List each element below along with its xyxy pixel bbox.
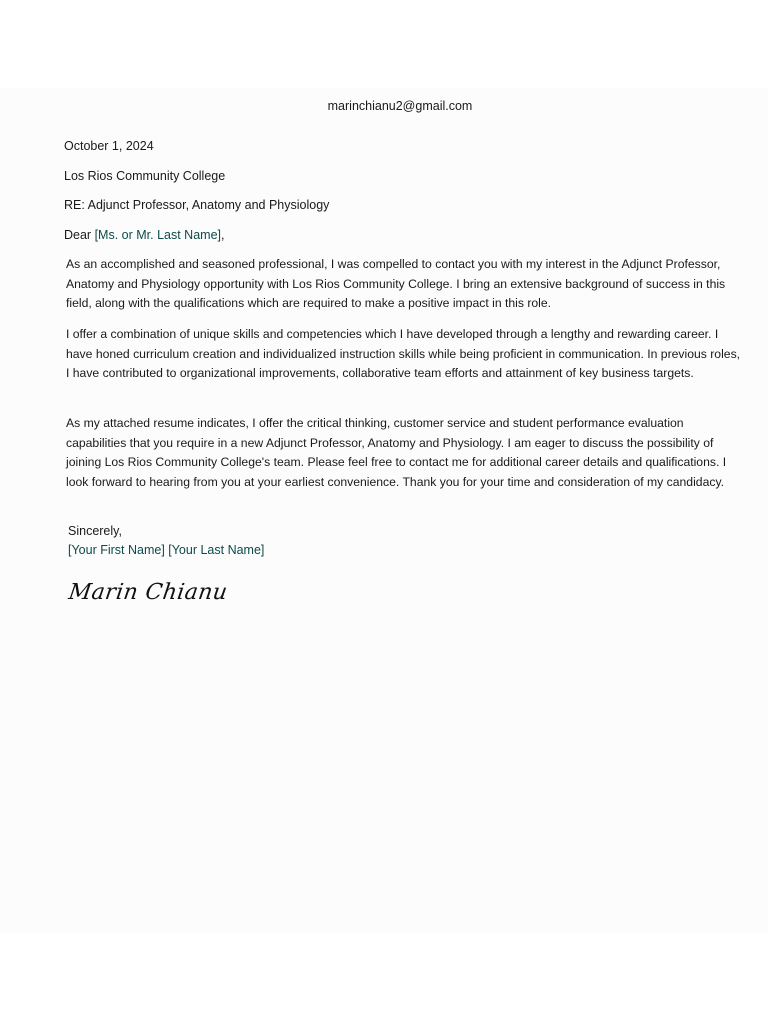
recipient-name: Los Rios Community College	[64, 169, 226, 183]
body-paragraph-2: I offer a combination of unique skills and competencies which I have developed through a lengthy and rewarding career. I have honed curriculum creation and individualized instruction skills while being proficient in communication. In previous roles, I have contributed to organizational improvements, collaborative team efforts and attainment of key business targets.	[66, 327, 741, 381]
letter-page	[0, 88, 768, 934]
salutation	[64, 226, 224, 244]
name-placeholder: [Your First Name] [Your Last Name]	[68, 543, 265, 557]
body-paragraph-3: As my attached resume indicates, I offer the critical thinking, customer service and student performance evaluation capabilities that you require in a new Adjunct Professor, Anatomy and Physiology. I am eager to discuss the possibility of joining Los Rios Community College's team. Please feel free to contact me for additional career details and qualifications. I look forward to hearing from you at your earliest convenience. Thank you for your time and consideration of my candidacy.	[66, 416, 727, 490]
salutation-placeholder: [Ms. or Mr. Last Name]	[94, 228, 221, 242]
letter-date: October 1, 2024	[64, 139, 154, 153]
salutation-suffix: ,	[221, 228, 225, 242]
sender-email: marinchianu2@gmail.com	[327, 99, 473, 113]
salutation-prefix: Dear	[64, 228, 95, 242]
subject-line: RE: Adjunct Professor, Anatomy and Physiology	[64, 198, 330, 212]
body-paragraph-1: As an accomplished and seasoned professional, I was compelled to contact you with my interest in the Adjunct Professor, Anatomy and Physiology opportunity with Los Rios Community College. I bring an extensive background of success in this field, along with the qualifications which are required to make a positive impact in this role.	[66, 257, 726, 311]
handwritten-signature: Marin Chianu	[67, 580, 230, 605]
closing: Sincerely,	[68, 524, 122, 538]
